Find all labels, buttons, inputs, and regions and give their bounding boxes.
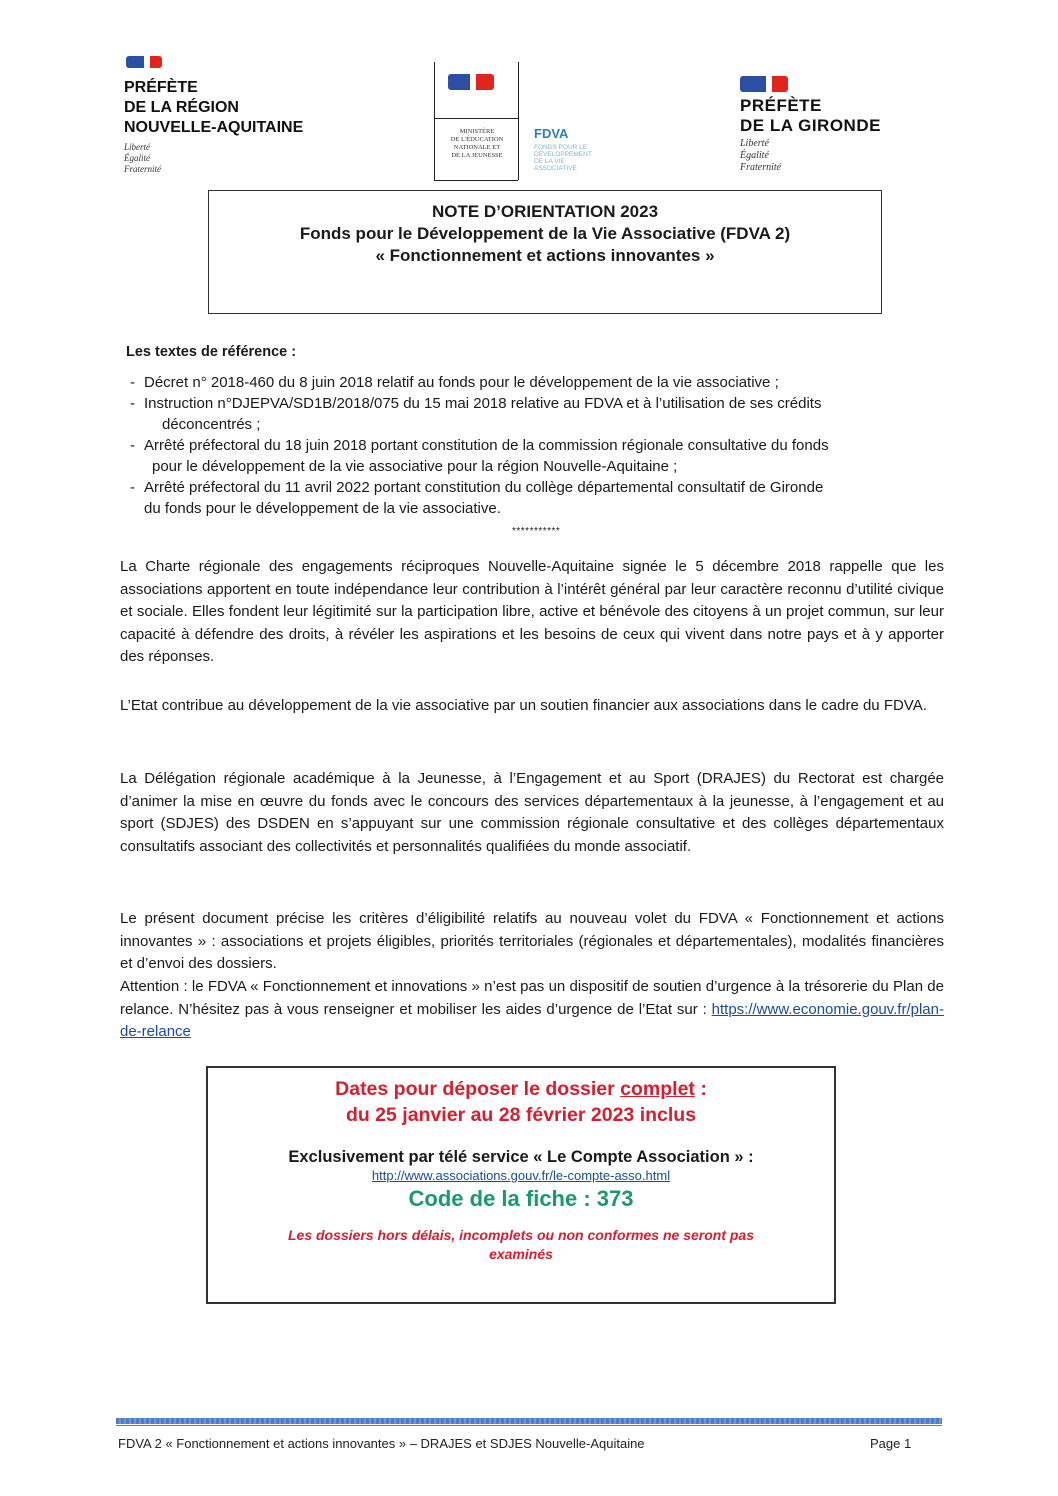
footer-divider xyxy=(116,1418,942,1424)
motto-liberte: Liberté xyxy=(124,142,150,152)
teleservice-instruction: Exclusivement par télé service « Le Compte Association » : xyxy=(288,1148,754,1166)
paragraph-attention xyxy=(120,976,944,1044)
paragraph-etat: L’Etat contribue au développement de la vie associative par un soutien financier aux associations dans le cadre du FDVA. xyxy=(120,697,927,714)
page-number: Page 1 xyxy=(870,1436,912,1451)
deadline-heading xyxy=(208,1076,834,1102)
document-subtitle: Fonds pour le Développement de la Vie Associative (FDVA 2) xyxy=(299,224,791,243)
fdva-logo-label: FDVA xyxy=(534,126,569,141)
republic-flag-icon xyxy=(448,74,494,90)
deadline-heading-prefix: Dates pour déposer le dossier xyxy=(335,1078,621,1100)
motto-egalite: Égalité xyxy=(740,150,769,161)
reference-text: du fonds pour le développement de la vie associative. xyxy=(144,500,501,517)
ministry-name-line: DE LA JEUNESSE xyxy=(451,152,503,159)
late-files-warning xyxy=(208,1226,834,1264)
attention-text: Attention : le FDVA « Fonctionnement et innovations » n’est pas un dispositif de soutien d’urgence à la trésorerie du Plan de relance. N’hésitez pas à vous renseigner et mobiliser les aides d’urgence de l’Etat sur : xyxy=(120,978,944,1018)
footer-document-label: FDVA 2 « Fonctionnement et actions innovantes » – DRAJES et SDJES Nouvelle-Aquitaine xyxy=(118,1436,645,1451)
document-subtitle-quote: « Fonctionnement et actions innovantes » xyxy=(375,246,715,265)
ministry-name-line: NATIONALE ET xyxy=(453,144,501,151)
motto-fraternite: Fraternité xyxy=(124,164,161,174)
compte-asso-link[interactable]: http://www.associations.gouv.fr/le-compte-asso.html xyxy=(371,1168,671,1183)
gironde-title-line: PRÉFÈTE xyxy=(740,96,822,115)
reference-item: - Instruction n°DJEPVA/SD1B/2018/075 du 15 mai 2018 relative au FDVA et à l’utilisation de ses crédits déconcentrés ; xyxy=(130,395,822,433)
paragraph-charte: La Charte régionale des engagements réciproques Nouvelle-Aquitaine signée le 5 décembre 2018 rappelle que les associations apportent en toute indépendance leur contribution à l’intérêt général par leur caractère reconnu d’utilité civique et sociale. Elles fondent leur légitimité sur la participation libre, active et bénévole des citoyens à un projet commun, sur leur capacité à défendre des droits, à révéler les aspirations et les besoins de ceux qui vivent dans notre pays et à y apporter des réponses. xyxy=(120,558,944,665)
warning-line: Les dossiers hors délais, incomplets ou non conformes ne seront pas xyxy=(287,1227,754,1243)
fiche-code: Code de la fiche : 373 xyxy=(408,1186,634,1211)
fdva-sub-line: FONDS POUR LE xyxy=(534,144,588,151)
ministry-fdva-logo xyxy=(434,62,592,180)
references-list xyxy=(130,372,950,519)
region-title-line: NOUVELLE-AQUITAINE xyxy=(124,119,304,136)
reference-text: déconcentrés ; xyxy=(162,416,261,433)
deadline-box xyxy=(206,1066,836,1304)
republic-flag-icon xyxy=(740,76,788,92)
section-separator: *********** xyxy=(512,526,561,537)
plan-de-relance-link[interactable]: https://www.economie.gouv.fr/plan-de-relance xyxy=(120,1000,944,1040)
deadline-heading-suffix: : xyxy=(694,1078,707,1100)
warning-line: examinés xyxy=(489,1246,553,1262)
reference-text: Décret n° 2018-460 du 8 juin 2018 relatif au fonds pour le développement de la vie associative ; xyxy=(144,374,779,391)
reference-text: Instruction n°DJEPVA/SD1B/2018/075 du 15 mai 2018 relative au FDVA et à l’utilisation de ses crédits xyxy=(144,395,822,412)
paragraph-present-document: Le présent document précise les critères d’éligibilité relatifs au nouveau volet du FDVA « Fonctionnement et actions innovantes » : associations et projets éligibles, priorités territoriales (régionales et départementales), modalités financières et d’envoi des dossiers. xyxy=(120,910,944,972)
document-title: NOTE D’ORIENTATION 2023 xyxy=(431,202,659,221)
paragraph-drajes: La Délégation régionale académique à la Jeunesse, à l’Engagement et au Sport (DRAJES) du Rectorat est chargée d’animer la mise en œuvre du fonds avec le concours des services départementaux à la jeunesse, à l’engagement et au sport (SDJES) des DSDEN en s’appuyant sur une commission régionale consultative et des collèges départementaux consultatifs associant des collectivités et personnalités qualifiées du monde associatif. xyxy=(120,770,944,855)
republic-flag-icon xyxy=(126,56,162,68)
reference-item: - Arrêté préfectoral du 11 avril 2022 portant constitution du collège départemental consultatif de Gironde du fonds pour le développement de la vie associative. xyxy=(130,479,824,517)
motto-fraternite: Fraternité xyxy=(740,162,782,173)
reference-text: Arrêté préfectoral du 11 avril 2022 portant constitution du collège départemental consultatif de Gironde xyxy=(144,479,824,496)
fdva-sub-line: DE LA VIE xyxy=(534,158,565,165)
reference-text: pour le développement de la vie associative pour la région Nouvelle-Aquitaine ; xyxy=(152,458,678,475)
motto-liberte: Liberté xyxy=(740,138,769,149)
reference-item: - Arrêté préfectoral du 18 juin 2018 portant constitution de la commission régionale consultative du fonds pour le développement de la vie associative pour la région Nouvelle-Aquitaine ; xyxy=(130,437,829,475)
fdva-sub-line: DÉVELOPPEMENT xyxy=(534,151,592,158)
reference-item: - Décret n° 2018-460 du 8 juin 2018 relatif au fonds pour le développement de la vie associative ; xyxy=(130,374,779,391)
ministry-name-line: DE L'ÉDUCATION xyxy=(450,136,504,143)
fdva-sub-line: ASSOCIATIVE xyxy=(534,165,577,172)
deadline-heading-complet: complet xyxy=(620,1078,695,1100)
motto-egalite: Égalité xyxy=(124,153,150,163)
reference-text: Arrêté préfectoral du 18 juin 2018 portant constitution de la commission régionale consultative du fonds xyxy=(144,437,829,454)
gironde-title-line: DE LA GIRONDE xyxy=(740,116,881,135)
footer-divider-thin xyxy=(116,1425,942,1426)
ministry-name-line: MINISTÈRE xyxy=(459,128,495,135)
region-title-line: PRÉFÈTE xyxy=(124,79,198,96)
references-heading: Les textes de référence : xyxy=(126,344,297,360)
document-title-box xyxy=(208,190,882,314)
deadline-dates: du 25 janvier au 28 février 2023 inclus xyxy=(345,1104,697,1126)
region-title-line: DE LA RÉGION xyxy=(124,99,239,116)
